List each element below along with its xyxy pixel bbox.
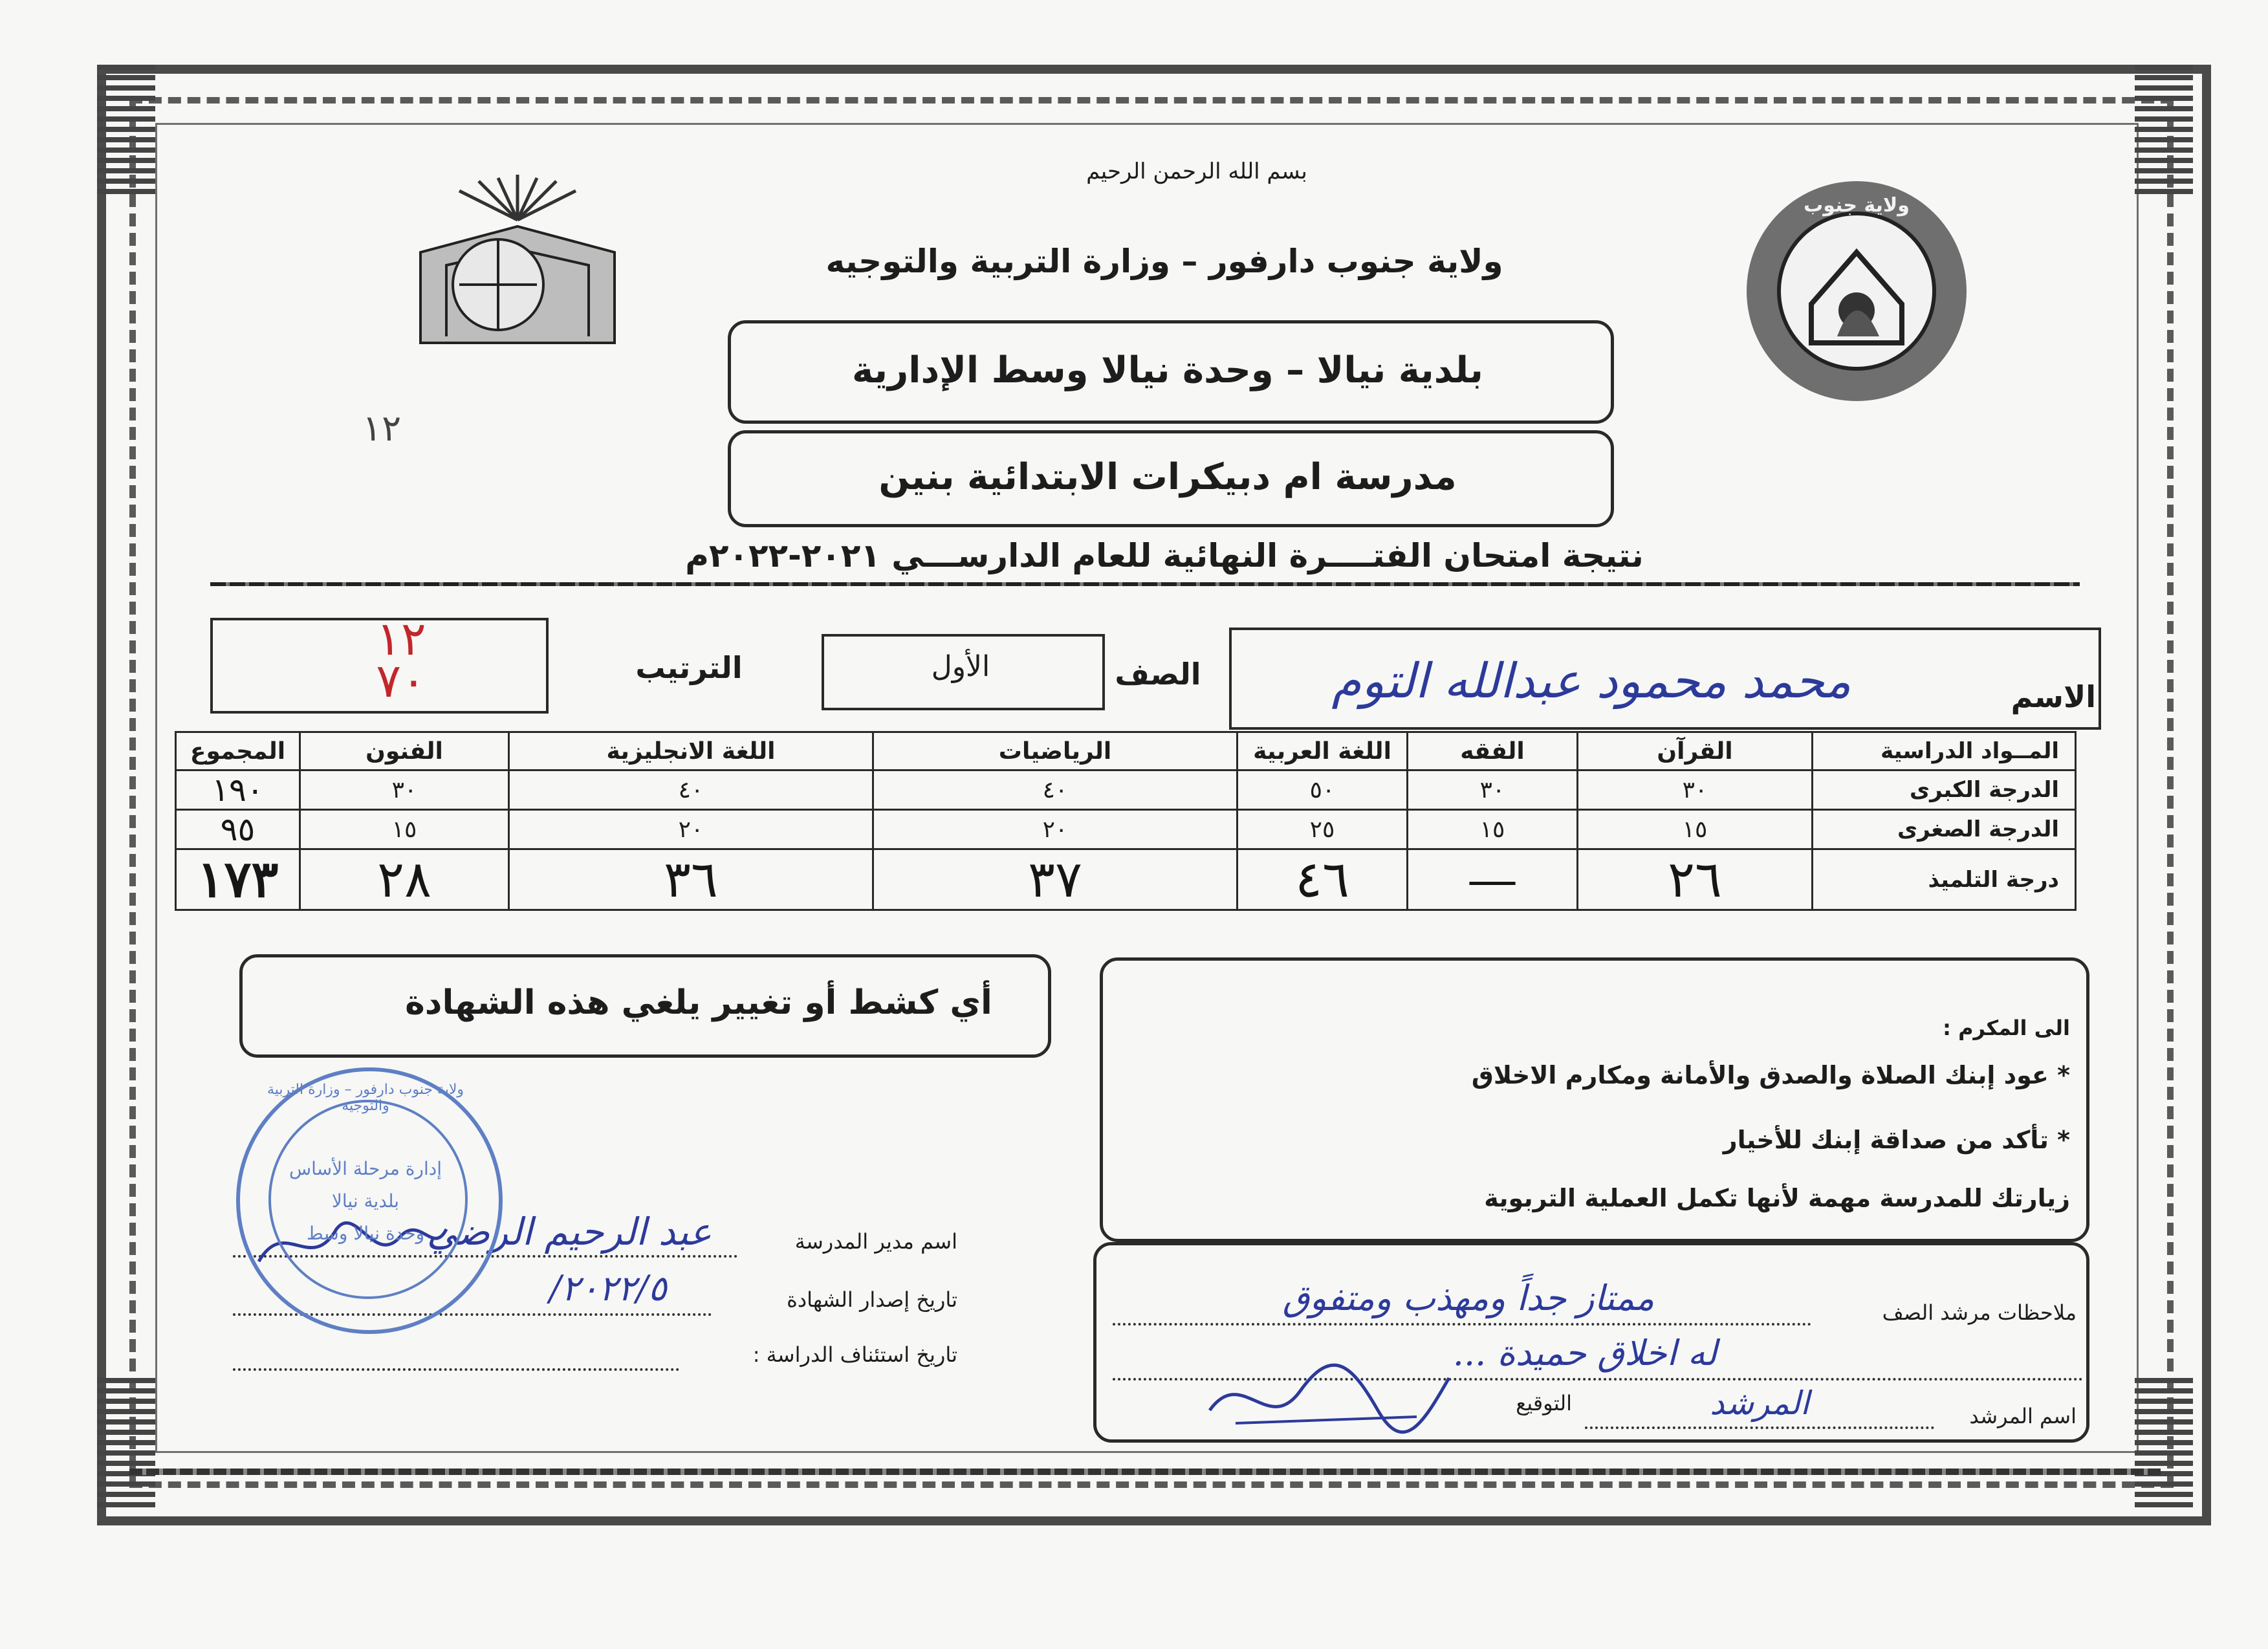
table-cell: ١٥: [1408, 810, 1578, 849]
table-row: [176, 770, 2076, 810]
table-cell: ٢٥: [1238, 810, 1408, 849]
table-header-cell: المــواد الدراسية: [1813, 732, 2076, 770]
table-cell: ٢٠: [509, 810, 873, 849]
table-cell: الدرجة الصغرى: [1813, 810, 2076, 849]
ministry-emblem-icon: [401, 175, 634, 369]
mentor-label: اسم المرشد: [1969, 1404, 2077, 1428]
issue-date-value: ٢٠٢٢/٥/: [549, 1268, 667, 1309]
table-header-cell: اللغة العربية: [1238, 732, 1408, 770]
table-cell: ٤٠: [873, 770, 1238, 810]
table-header-cell: الفنون: [300, 732, 509, 770]
mentor-line: [1585, 1426, 1934, 1429]
table-cell: ١٩٠: [176, 770, 300, 810]
table-cell: ١٧٣: [176, 849, 300, 910]
table-cell: ٣٧: [873, 849, 1238, 910]
rank-total: ٧٠: [376, 653, 426, 708]
separator-line: [210, 582, 2080, 586]
table-cell: ١٥: [300, 810, 509, 849]
table-header-cell: القرآن: [1578, 732, 1813, 770]
locality-title: بلدية نيالا – وحدة نيالا وسط الإدارية: [852, 349, 1483, 391]
school-title: مدرسة ام دبيكرات الابتدائية بنين: [878, 456, 1457, 498]
resume-date-line: [233, 1368, 679, 1371]
table-cell: ٣٦: [509, 849, 873, 910]
issue-date-label: تاريخ إصدار الشهادة: [787, 1287, 957, 1312]
notes-line-2-value: له اخلاق حميدة ...: [1452, 1333, 1717, 1373]
rank-position: ١٢: [376, 611, 426, 666]
stamp-center-line-3: وحدة نيالا وسط: [306, 1223, 425, 1244]
corner-ornament-icon: [2135, 65, 2193, 194]
advice-line-2: * تأكد من صداقة إبنك للأخيار: [1723, 1126, 2070, 1154]
table-cell: ٣٠: [1578, 770, 1813, 810]
table-cell: ٤٠: [509, 770, 873, 810]
rank-label: الترتيب: [635, 650, 743, 685]
class-label: الصف: [1115, 657, 1201, 692]
table-cell: درجة التلميذ: [1813, 849, 2076, 910]
advice-title: الى المكرم :: [1943, 1016, 2070, 1040]
table-cell: ٣٠: [300, 770, 509, 810]
table-header-cell: اللغة الانجليزية: [509, 732, 873, 770]
table-cell: ٢٠: [873, 810, 1238, 849]
advice-line-3: زيارتك للمدرسة مهمة لأنها تكمل العملية التربوية: [1484, 1184, 2070, 1212]
table-cell: —: [1408, 849, 1578, 910]
seal-ring-text: ولاية جنوب دارفور: [1804, 194, 1910, 239]
table-cell: ٩٥: [176, 810, 300, 849]
margin-note: ١٢: [362, 408, 402, 450]
stamp-center-line-2: بلدية نيالا: [331, 1190, 400, 1212]
corner-ornament-icon: [97, 65, 155, 194]
table-cell: ١٥: [1578, 810, 1813, 849]
advice-line-1: * عود إبنك الصلاة والصدق والأمانة ومكارم الاخلاق: [1471, 1061, 2070, 1089]
table-row: [176, 732, 2076, 770]
table-cell: ٤٦: [1238, 849, 1408, 910]
name-value: محمد محمود عبدالله التوم: [1331, 653, 1851, 709]
table-cell: ٣٠: [1408, 770, 1578, 810]
state-ministry-title: ولاية جنوب دارفور – وزارة التربية والتوجيه: [825, 243, 1503, 280]
notes-line-1-value: ممتاز جداً ومهذب ومتفوق: [1282, 1278, 1655, 1318]
headmaster-value: عبد الرحيم الرضي: [426, 1210, 712, 1254]
mentor-signature: [1197, 1352, 1456, 1443]
table-header-cell: المجموع: [176, 732, 300, 770]
basmala: بسم الله الرحمن الرحيم: [1086, 158, 1307, 184]
table-row: [176, 810, 2076, 849]
notes-line-1: [1113, 1323, 1811, 1326]
headmaster-label: اسم مدير المدرسة: [794, 1229, 957, 1254]
notes-label: ملاحظات مرشد الصف: [1882, 1300, 2077, 1325]
warning-text: أي كشط أو تغيير يلغي هذه الشهادة: [405, 983, 992, 1022]
table-cell: ٥٠: [1238, 770, 1408, 810]
grades-table: [175, 731, 2077, 911]
table-cell: الدرجة الكبرى: [1813, 770, 2076, 810]
mentor-value: المرشد: [1710, 1384, 1809, 1422]
corner-ornament-icon: [2135, 1378, 2193, 1507]
table-header-cell: الرياضيات: [873, 732, 1238, 770]
bottom-separator: [129, 1469, 2161, 1475]
stamp-center-line-1: إدارة مرحلة الأساس: [289, 1158, 442, 1179]
table-cell: ٢٨: [300, 849, 509, 910]
class-value: الأول: [931, 650, 990, 683]
table-row: [176, 849, 2076, 910]
corner-ornament-icon: [97, 1378, 155, 1507]
resume-date-label: تاريخ استئناف الدراسة :: [752, 1342, 957, 1367]
exam-title: نتيجة امتحان الفتــــرة النهائية للعام الدارســـي ٢٠٢١-٢٠٢٢م: [685, 537, 1644, 574]
name-label: الاسم: [2011, 679, 2096, 714]
stamp-ring-text: ولاية جنوب دارفور – وزارة التربية والتوجيه: [267, 1082, 464, 1114]
signature-label: التوقيع: [1516, 1391, 1572, 1415]
table-cell: ٢٦: [1578, 849, 1813, 910]
table-header-cell: الفقه: [1408, 732, 1578, 770]
